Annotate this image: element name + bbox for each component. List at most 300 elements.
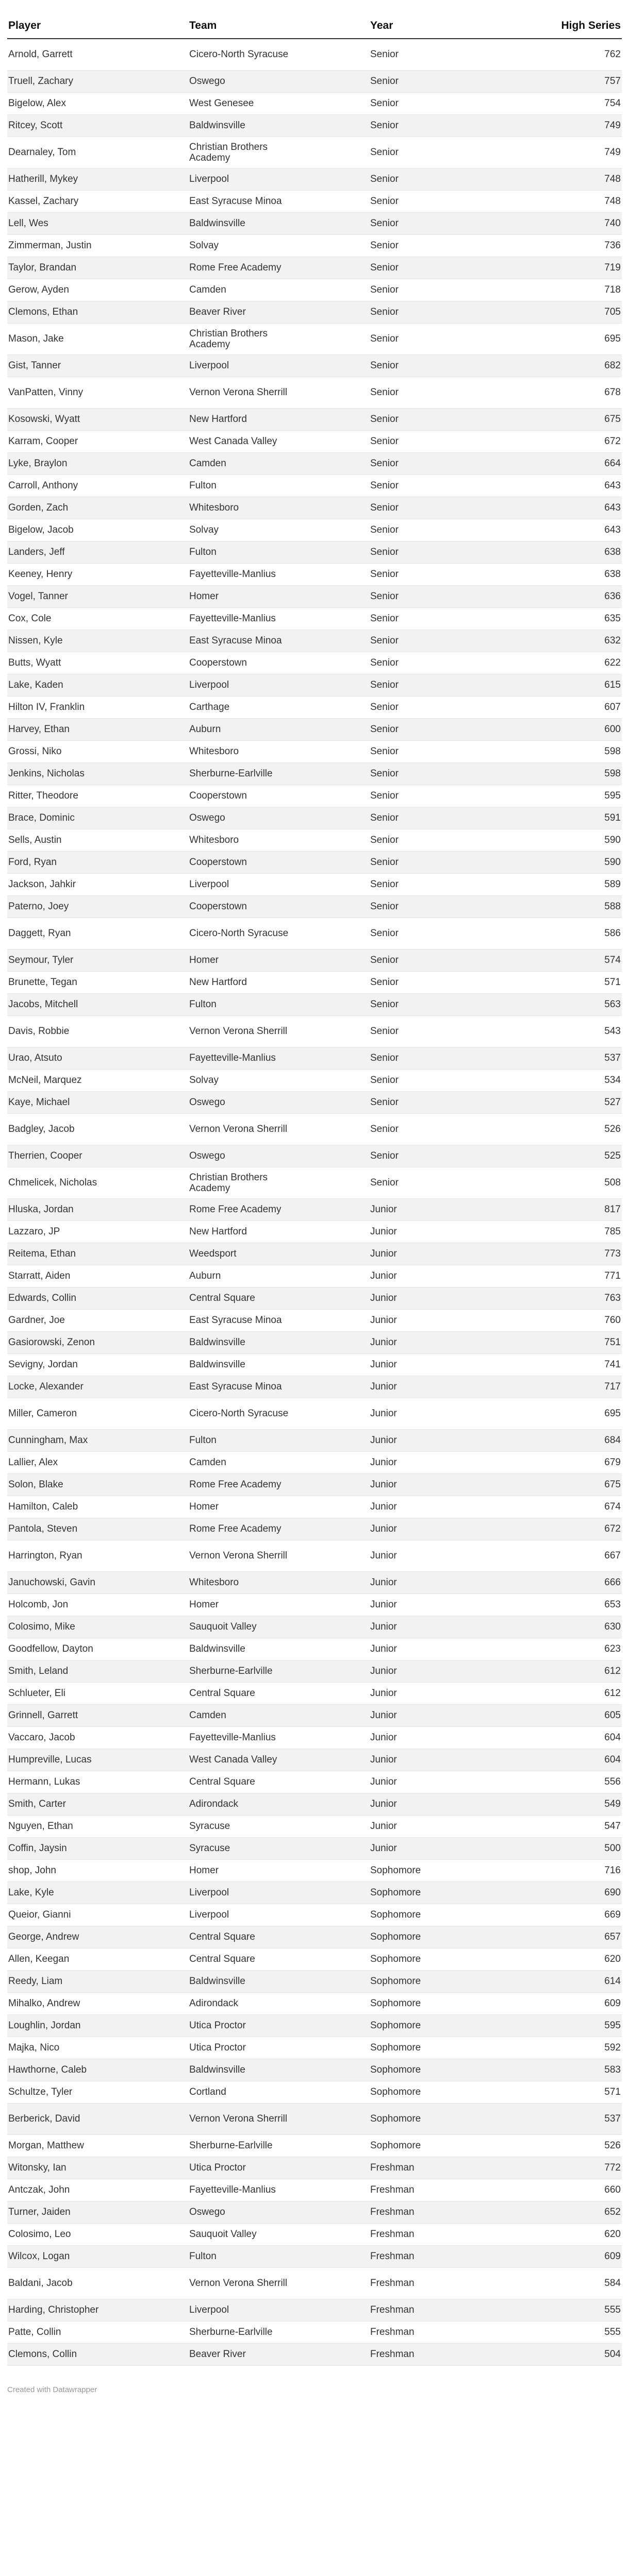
high-series-cell: 690 — [517, 1882, 622, 1904]
player-cell: Queior, Gianni — [7, 1904, 188, 1926]
player-cell: Vaccaro, Jacob — [7, 1726, 188, 1749]
high-series-cell: 772 — [517, 2157, 622, 2179]
year-cell: Senior — [369, 993, 517, 1015]
year-cell: Senior — [369, 519, 517, 541]
year-cell: Freshman — [369, 2179, 517, 2201]
year-cell: Freshman — [369, 2245, 517, 2267]
team-cell: Liverpool — [188, 1882, 369, 1904]
year-cell: Senior — [369, 377, 517, 408]
high-series-cell: 571 — [517, 971, 622, 993]
team-cell: Vernon Verona Sherrill — [188, 377, 369, 408]
high-series-cell: 571 — [517, 2081, 622, 2103]
team-cell: Beaver River — [188, 301, 369, 323]
team-cell: Vernon Verona Sherrill — [188, 1015, 369, 1047]
year-cell: Senior — [369, 1167, 517, 1198]
table-row — [7, 1069, 622, 1091]
player-cell: Lallier, Alex — [7, 1451, 188, 1473]
team-cell: Auburn — [188, 1265, 369, 1287]
player-cell: Zimmerman, Justin — [7, 234, 188, 257]
team-cell: Whitesboro — [188, 1571, 369, 1594]
year-cell: Senior — [369, 452, 517, 474]
high-series-cell: 583 — [517, 2059, 622, 2081]
high-series-cell: 748 — [517, 168, 622, 190]
high-series-cell: 675 — [517, 408, 622, 430]
team-cell: Vernon Verona Sherrill — [188, 2103, 369, 2134]
year-cell: Junior — [369, 1429, 517, 1451]
player-cell: Arnold, Garrett — [7, 39, 188, 70]
year-cell: Senior — [369, 354, 517, 377]
high-series-cell: 695 — [517, 323, 622, 354]
year-cell: Junior — [369, 1518, 517, 1540]
table-row — [7, 70, 622, 92]
player-cell: George, Andrew — [7, 1926, 188, 1948]
table-row — [7, 1047, 622, 1069]
high-series-cell: 717 — [517, 1376, 622, 1398]
high-series-cell: 598 — [517, 762, 622, 785]
header-player[interactable]: Player — [7, 10, 188, 39]
high-series-cell: 586 — [517, 918, 622, 949]
year-cell: Sophomore — [369, 1904, 517, 1926]
team-cell: Cicero-North Syracuse — [188, 918, 369, 949]
table-row — [7, 301, 622, 323]
header-high-series[interactable]: High Series — [517, 10, 622, 39]
player-cell: Locke, Alexander — [7, 1376, 188, 1398]
high-series-cell: 525 — [517, 1145, 622, 1167]
team-cell: Christian Brothers Academy — [188, 323, 369, 354]
table-row — [7, 137, 622, 168]
year-cell: Senior — [369, 114, 517, 137]
table-row — [7, 1243, 622, 1265]
team-cell: Sauquoit Valley — [188, 2223, 369, 2245]
table-row — [7, 918, 622, 949]
table-row — [7, 1287, 622, 1309]
high-series-cell: 674 — [517, 1496, 622, 1518]
team-cell: Adirondack — [188, 1992, 369, 2014]
table-row — [7, 1616, 622, 1638]
player-cell: Reedy, Liam — [7, 1970, 188, 1992]
player-cell: Lake, Kaden — [7, 674, 188, 696]
year-cell: Junior — [369, 1309, 517, 1331]
table-row — [7, 2245, 622, 2267]
team-cell: East Syracuse Minoa — [188, 1309, 369, 1331]
team-cell: Fulton — [188, 2245, 369, 2267]
year-cell: Senior — [369, 1091, 517, 1113]
year-cell: Senior — [369, 323, 517, 354]
table-row — [7, 1726, 622, 1749]
table-row — [7, 2299, 622, 2321]
table-row — [7, 1376, 622, 1398]
table-row — [7, 895, 622, 918]
team-cell: Christian Brothers Academy — [188, 137, 369, 168]
team-cell: Whitesboro — [188, 497, 369, 519]
year-cell: Junior — [369, 1287, 517, 1309]
table-row — [7, 1793, 622, 1815]
player-cell: Kassel, Zachary — [7, 190, 188, 212]
team-cell: Sherburne-Earlville — [188, 762, 369, 785]
high-series-cell: 563 — [517, 993, 622, 1015]
player-cell: Grossi, Niko — [7, 740, 188, 762]
high-series-cell: 760 — [517, 1309, 622, 1331]
team-cell: Cortland — [188, 2081, 369, 2103]
team-cell: Vernon Verona Sherrill — [188, 2267, 369, 2299]
high-series-cell: 604 — [517, 1726, 622, 1749]
player-cell: Hamilton, Caleb — [7, 1496, 188, 1518]
high-series-cell: 595 — [517, 785, 622, 807]
player-cell: Januchowski, Gavin — [7, 1571, 188, 1594]
high-series-cell: 751 — [517, 1331, 622, 1353]
player-cell: Clemons, Collin — [7, 2343, 188, 2365]
high-series-cell: 607 — [517, 696, 622, 718]
player-cell: Lazzaro, JP — [7, 1221, 188, 1243]
year-cell: Senior — [369, 92, 517, 114]
team-cell: Utica Proctor — [188, 2014, 369, 2037]
table-row — [7, 762, 622, 785]
high-series-cell: 669 — [517, 1904, 622, 1926]
year-cell: Freshman — [369, 2321, 517, 2343]
high-series-cell: 630 — [517, 1616, 622, 1638]
player-cell: Gardner, Joe — [7, 1309, 188, 1331]
table-row — [7, 1091, 622, 1113]
table-row — [7, 873, 622, 895]
team-cell: New Hartford — [188, 1221, 369, 1243]
year-cell: Senior — [369, 873, 517, 895]
player-cell: Schlueter, Eli — [7, 1682, 188, 1704]
team-cell: Syracuse — [188, 1815, 369, 1837]
year-cell: Junior — [369, 1496, 517, 1518]
year-cell: Sophomore — [369, 2059, 517, 2081]
player-cell: Jenkins, Nicholas — [7, 762, 188, 785]
year-cell: Senior — [369, 895, 517, 918]
table-row — [7, 1992, 622, 2014]
year-cell: Senior — [369, 563, 517, 585]
table-row — [7, 2103, 622, 2134]
team-cell: Solvay — [188, 1069, 369, 1091]
table-row — [7, 1815, 622, 1837]
team-cell: Oswego — [188, 2201, 369, 2223]
team-cell: Weedsport — [188, 1243, 369, 1265]
team-cell: Cicero-North Syracuse — [188, 1398, 369, 1429]
player-cell: Lake, Kyle — [7, 1882, 188, 1904]
team-cell: Rome Free Academy — [188, 1198, 369, 1221]
player-cell: Witonsky, Ian — [7, 2157, 188, 2179]
year-cell: Junior — [369, 1594, 517, 1616]
year-cell: Junior — [369, 1616, 517, 1638]
player-cell: Lell, Wes — [7, 212, 188, 234]
year-cell: Senior — [369, 652, 517, 674]
high-series-cell: 609 — [517, 1992, 622, 2014]
player-cell: Bigelow, Alex — [7, 92, 188, 114]
high-series-cell: 763 — [517, 1287, 622, 1309]
player-cell: Pantola, Steven — [7, 1518, 188, 1540]
high-series-cell: 736 — [517, 234, 622, 257]
year-cell: Junior — [369, 1660, 517, 1682]
player-cell: Lyke, Braylon — [7, 452, 188, 474]
player-cell: Ritcey, Scott — [7, 114, 188, 137]
team-cell: Fayetteville-Manlius — [188, 607, 369, 630]
team-cell: Liverpool — [188, 168, 369, 190]
team-cell: Homer — [188, 949, 369, 971]
player-cell: McNeil, Marquez — [7, 1069, 188, 1091]
table-row — [7, 1926, 622, 1948]
table-row — [7, 1682, 622, 1704]
high-series-cell: 526 — [517, 1113, 622, 1145]
high-series-cell: 785 — [517, 1221, 622, 1243]
year-cell: Senior — [369, 430, 517, 452]
player-cell: Loughlin, Jordan — [7, 2014, 188, 2037]
table-row — [7, 1309, 622, 1331]
table-row — [7, 1265, 622, 1287]
table-row — [7, 1398, 622, 1429]
year-cell: Senior — [369, 137, 517, 168]
high-series-cell: 590 — [517, 829, 622, 851]
high-series-cell: 678 — [517, 377, 622, 408]
year-cell: Sophomore — [369, 1970, 517, 1992]
team-cell: Oswego — [188, 807, 369, 829]
table-row — [7, 1571, 622, 1594]
high-series-cell: 771 — [517, 1265, 622, 1287]
high-series-cell: 705 — [517, 301, 622, 323]
player-cell: Karram, Cooper — [7, 430, 188, 452]
team-cell: Baldwinsville — [188, 1331, 369, 1353]
player-cell: Daggett, Ryan — [7, 918, 188, 949]
table-row — [7, 1113, 622, 1145]
high-series-cell: 749 — [517, 137, 622, 168]
high-series-cell: 589 — [517, 873, 622, 895]
year-cell: Freshman — [369, 2299, 517, 2321]
high-series-cell: 549 — [517, 1793, 622, 1815]
team-cell: Whitesboro — [188, 829, 369, 851]
player-cell: Sells, Austin — [7, 829, 188, 851]
year-cell: Junior — [369, 1638, 517, 1660]
team-cell: Vernon Verona Sherrill — [188, 1113, 369, 1145]
table-row — [7, 1638, 622, 1660]
player-cell: Berberick, David — [7, 2103, 188, 2134]
table-row — [7, 1704, 622, 1726]
team-cell: Carthage — [188, 696, 369, 718]
team-cell: Oswego — [188, 1145, 369, 1167]
team-cell: Beaver River — [188, 2343, 369, 2365]
team-cell: Baldwinsville — [188, 2059, 369, 2081]
high-series-cell: 740 — [517, 212, 622, 234]
table-row — [7, 1221, 622, 1243]
table-row — [7, 39, 622, 70]
team-cell: Christian Brothers Academy — [188, 1167, 369, 1198]
high-series-cell: 762 — [517, 39, 622, 70]
year-cell: Junior — [369, 1704, 517, 1726]
high-series-cell: 620 — [517, 1948, 622, 1970]
table-row — [7, 234, 622, 257]
table-row — [7, 2267, 622, 2299]
year-cell: Junior — [369, 1451, 517, 1473]
high-series-cell: 757 — [517, 70, 622, 92]
team-cell: Fayetteville-Manlius — [188, 1047, 369, 1069]
high-series-cell: 666 — [517, 1571, 622, 1594]
player-cell: Coffin, Jaysin — [7, 1837, 188, 1859]
table-row — [7, 92, 622, 114]
player-cell: Ford, Ryan — [7, 851, 188, 873]
year-cell: Senior — [369, 829, 517, 851]
year-cell: Junior — [369, 1398, 517, 1429]
team-cell: Fulton — [188, 474, 369, 497]
table-row — [7, 1015, 622, 1047]
table-row — [7, 829, 622, 851]
high-series-cell: 622 — [517, 652, 622, 674]
team-cell: Rome Free Academy — [188, 1518, 369, 1540]
year-cell: Senior — [369, 541, 517, 563]
year-cell: Sophomore — [369, 2134, 517, 2157]
team-cell: New Hartford — [188, 971, 369, 993]
year-cell: Junior — [369, 1265, 517, 1287]
player-cell: Schultze, Tyler — [7, 2081, 188, 2103]
player-cell: Butts, Wyatt — [7, 652, 188, 674]
table-row — [7, 2157, 622, 2179]
player-cell: Patte, Collin — [7, 2321, 188, 2343]
table-row — [7, 1594, 622, 1616]
table-row — [7, 1882, 622, 1904]
player-cell: Allen, Keegan — [7, 1948, 188, 1970]
team-cell: Cooperstown — [188, 851, 369, 873]
table-row — [7, 807, 622, 829]
table-row — [7, 323, 622, 354]
table-row — [7, 1859, 622, 1882]
team-cell: Sherburne-Earlville — [188, 2134, 369, 2157]
team-cell: Central Square — [188, 1287, 369, 1309]
year-cell: Junior — [369, 1771, 517, 1793]
player-cell: Jackson, Jahkir — [7, 873, 188, 895]
high-series-cell: 615 — [517, 674, 622, 696]
year-cell: Senior — [369, 740, 517, 762]
high-series-cell: 584 — [517, 2267, 622, 2299]
high-series-cell: 635 — [517, 607, 622, 630]
year-cell: Junior — [369, 1726, 517, 1749]
high-series-cell: 652 — [517, 2201, 622, 2223]
table-row — [7, 851, 622, 873]
player-cell: Chmelicek, Nicholas — [7, 1167, 188, 1198]
high-series-cell: 537 — [517, 1047, 622, 1069]
header-team[interactable]: Team — [188, 10, 369, 39]
player-cell: Clemons, Ethan — [7, 301, 188, 323]
year-cell: Junior — [369, 1749, 517, 1771]
year-cell: Senior — [369, 497, 517, 519]
table-row — [7, 2014, 622, 2037]
team-cell: Utica Proctor — [188, 2157, 369, 2179]
team-cell: Fulton — [188, 993, 369, 1015]
table-row — [7, 630, 622, 652]
player-cell: Paterno, Joey — [7, 895, 188, 918]
high-series-cell: 748 — [517, 190, 622, 212]
team-cell: Homer — [188, 585, 369, 607]
player-cell: Humpreville, Lucas — [7, 1749, 188, 1771]
table-row — [7, 2134, 622, 2157]
player-cell: Kaye, Michael — [7, 1091, 188, 1113]
year-cell: Junior — [369, 1682, 517, 1704]
high-series-cell: 636 — [517, 585, 622, 607]
player-cell: Reitema, Ethan — [7, 1243, 188, 1265]
player-cell: Badgley, Jacob — [7, 1113, 188, 1145]
team-cell: Camden — [188, 279, 369, 301]
year-cell: Senior — [369, 1069, 517, 1091]
year-cell: Senior — [369, 630, 517, 652]
team-cell: Rome Free Academy — [188, 1473, 369, 1496]
team-cell: Central Square — [188, 1682, 369, 1704]
year-cell: Sophomore — [369, 2103, 517, 2134]
high-series-cell: 547 — [517, 1815, 622, 1837]
player-cell: Therrien, Cooper — [7, 1145, 188, 1167]
year-cell: Senior — [369, 971, 517, 993]
table-row — [7, 2223, 622, 2245]
high-series-cell: 555 — [517, 2299, 622, 2321]
team-cell: Sherburne-Earlville — [188, 2321, 369, 2343]
year-cell: Junior — [369, 1815, 517, 1837]
year-cell: Junior — [369, 1473, 517, 1496]
table-row — [7, 2059, 622, 2081]
datawrapper-credit[interactable]: Created with Datawrapper — [7, 2385, 97, 2394]
year-cell: Junior — [369, 1353, 517, 1376]
high-series-cell: 667 — [517, 1540, 622, 1571]
year-cell: Senior — [369, 949, 517, 971]
high-series-cell: 508 — [517, 1167, 622, 1198]
player-cell: Sevigny, Jordan — [7, 1353, 188, 1376]
table-row — [7, 257, 622, 279]
player-cell: VanPatten, Vinny — [7, 377, 188, 408]
table-row — [7, 114, 622, 137]
player-cell: Grinnell, Garrett — [7, 1704, 188, 1726]
table-row — [7, 785, 622, 807]
year-cell: Senior — [369, 474, 517, 497]
year-cell: Junior — [369, 1571, 517, 1594]
player-cell: Urao, Atsuto — [7, 1047, 188, 1069]
team-cell: Oswego — [188, 70, 369, 92]
year-cell: Senior — [369, 301, 517, 323]
table-row — [7, 497, 622, 519]
year-cell: Senior — [369, 70, 517, 92]
year-cell: Junior — [369, 1376, 517, 1398]
year-cell: Junior — [369, 1540, 517, 1571]
team-cell: Cooperstown — [188, 785, 369, 807]
table-row — [7, 1167, 622, 1198]
high-series-cell: 605 — [517, 1704, 622, 1726]
player-cell: Morgan, Matthew — [7, 2134, 188, 2157]
high-series-cell: 612 — [517, 1682, 622, 1704]
table-row — [7, 949, 622, 971]
team-cell: New Hartford — [188, 408, 369, 430]
high-series-cell: 638 — [517, 563, 622, 585]
year-cell: Senior — [369, 785, 517, 807]
high-series-cell: 604 — [517, 1749, 622, 1771]
team-cell: Liverpool — [188, 1904, 369, 1926]
team-cell: Adirondack — [188, 1793, 369, 1815]
table-row — [7, 585, 622, 607]
high-series-cell: 643 — [517, 497, 622, 519]
player-cell: Hatherill, Mykey — [7, 168, 188, 190]
table-row — [7, 2179, 622, 2201]
player-cell: Solon, Blake — [7, 1473, 188, 1496]
player-cell: Taylor, Brandan — [7, 257, 188, 279]
table-row — [7, 1451, 622, 1473]
player-cell: Kosowski, Wyatt — [7, 408, 188, 430]
player-cell: Hilton IV, Franklin — [7, 696, 188, 718]
year-cell: Junior — [369, 1793, 517, 1815]
team-cell: East Syracuse Minoa — [188, 190, 369, 212]
table-row — [7, 474, 622, 497]
player-cell: Goodfellow, Dayton — [7, 1638, 188, 1660]
high-series-cell: 588 — [517, 895, 622, 918]
high-series-cell: 504 — [517, 2343, 622, 2365]
team-cell: Liverpool — [188, 674, 369, 696]
header-year[interactable]: Year — [369, 10, 517, 39]
table-row — [7, 1145, 622, 1167]
team-cell: East Syracuse Minoa — [188, 1376, 369, 1398]
